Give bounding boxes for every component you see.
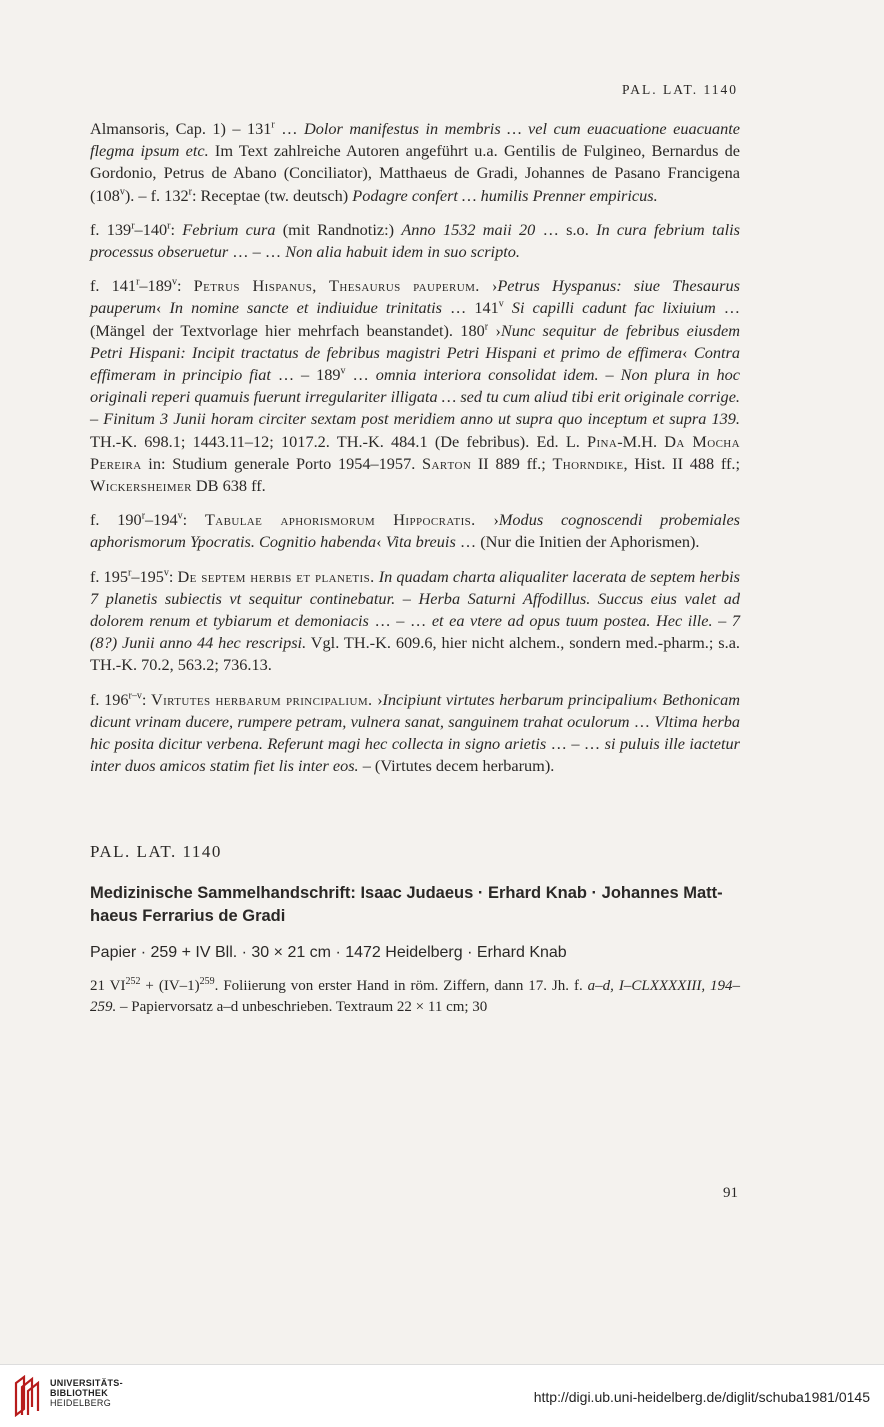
text-run: ‹ [682,342,694,362]
text-run: + (IV–1) [140,977,200,994]
source-url-link[interactable]: http://digi.ub.uni-heidelberg.de/diglit/schuba1981/0145 [533,1389,870,1405]
catalog-entry [90,566,740,677]
text-run: : [141,689,151,709]
text-run: › [479,276,498,296]
catalog-entry [90,509,740,553]
text-run: … [629,711,655,731]
text-run: Pina [587,431,618,451]
text-run: r [136,276,140,288]
text-run: -M.H. [617,431,665,451]
manuscript-title: Medizinische Sammelhandschrift: Isaac Judaeus · Erhard Knab · Johannes Matthaeus Ferrarius de Gradi [90,883,723,925]
text-run: Wickersheimer [90,476,192,496]
text-run: Da Mocha Pereira [90,431,740,473]
text-run: Almansoris, Cap. 1) – 131 [90,119,272,138]
text-run: r [167,220,171,232]
text-run: ‹ [652,689,663,709]
text-run: › [475,510,499,530]
text-run: : Receptae (tw. deutsch) [191,185,353,205]
text-run: : [176,276,194,296]
text-run: –140 [134,219,168,239]
text-run: . Foliierung von erster Hand in röm. Ziffern, dann 17. Jh. f. [214,977,588,994]
text-run: v [119,186,125,198]
text-run: v [163,567,169,579]
text-run: : [170,219,183,239]
text-run: ‹ [376,532,386,552]
text-run: In nomine sancte et indiuidue trinitatis [169,298,443,318]
text-run: Bethonicam dicunt vrinam ducere, rumpere petram, vulnera sanat, sanguinem trahat oculorum [90,689,740,731]
text-run: in: Studium generale Porto 1954–1957. [141,453,423,473]
text-run: f. 195 [90,566,128,586]
text-run: f. 141 [90,276,137,296]
text-run: Non alia habuit idem in suo scripto. [285,242,520,262]
text-run: Modus cognoscendi probemiales aphorismorum Ypocratis. [90,510,741,552]
text-run: Im Text zahlreiche Autoren angeführt u.a. Gentilis de Fulgineo, Bernardus de Gordonio, Petrus de Abano (Conciliator), Matthaeus de Gradi, Johannes de Pasano Francigena (108 [90,141,740,205]
text-run: f. 190 [90,510,142,530]
text-run: : [182,510,205,530]
text-run: r [188,186,192,198]
text-run: 259 [199,975,215,987]
text-run: … – … [546,734,605,754]
text-run: … s.o. [535,219,597,239]
text-run: 252 [125,975,141,987]
collation-paragraph [90,976,740,1018]
text-run: Si capilli cadunt fac lixiuium [511,298,716,318]
text-run: Nunc sequitur de febribus eiusdem Petri Hispani: Incipit tractatus de febribus magistri Petri Hispani et primo de effimera [90,320,741,362]
text-run: TH.-K. 698.1; 1443.11–12; 1017.2. TH.-K. 484.1 (De febribus). Ed. L. [90,431,588,451]
text-run: ‹ [156,298,170,318]
text-run: –194 [145,510,178,530]
text-run: … (Nur die Initien der Aphorismen). [455,532,700,552]
text-run: a–d, I–CLXXXXIII, 194–259. [90,977,741,1015]
text-run: … [345,365,376,385]
text-run: r [141,510,146,522]
text-run: Febrium cura [182,219,276,239]
catalog-entry [90,275,740,497]
text-run: … – … [228,242,286,262]
catalog-entry [90,689,740,778]
text-run: › [488,320,501,340]
text-run: … (Mängel der Textvorlage hier mehrfach beanstandet). 180 [90,298,741,340]
section-title: PAL. LAT. 1140 [90,842,222,862]
entries [90,118,740,777]
text-run: f. 139 [90,219,132,239]
text-run: In cura febrium talis processus obseruetur [90,219,741,262]
text-run: Virtutes herbarum principalium. [150,689,373,709]
text-run: Petrus Hyspanus: siue Thesaurus pauperum [90,276,740,318]
text-run: v [177,510,183,522]
library-logo-icon [10,1375,42,1417]
page-content [90,118,740,1030]
text-run: Cognitio habenda [259,532,377,552]
library-name-line1: UNIVERSITÄTS- [50,1378,123,1388]
text-run: v [340,365,346,377]
text-run: et ea vtere ad opus tuum postea. Hec ille. – 7 (8?) Junii anno 44 hec rescripsi. [90,611,740,653]
text-run: (mit Randnotiz:) [275,219,402,239]
text-run: II 889 ff.; [471,453,553,473]
text-run: v [498,299,504,310]
text-run: Tabulae aphorismorum Hippocratis. [204,510,476,530]
library-name-line2: BIBLIOTHEK [50,1388,108,1398]
text-run: … – … [368,611,432,631]
text-run: Sarton [422,453,472,473]
text-run: – (Virtutes decem herbarum). [358,756,555,776]
text-run: Petrus Hispanus, Thesaurus pauperum. [193,276,480,296]
library-name [50,1378,123,1408]
manuscript-summary: Papier · 259 + IV Bll. · 30 × 21 cm · 1472 Heidelberg · Erhard Knab [90,943,567,961]
text-run: … [274,119,304,138]
text-run: v [171,276,177,288]
text-run: Incipiunt virtutes herbarum principalium [382,689,653,709]
text-run: Podagre confert … humilis Prenner empiricus. [352,185,658,205]
running-head: PAL. LAT. 1140 [621,82,738,97]
text-run: Dolor manifestus in membris … vel cum euacuatione euacuante flegma ipsum etc. [90,119,741,161]
text-run: –189 [139,276,172,296]
text-run: 21 VI [90,977,126,994]
text-run: › [372,689,383,709]
text-run: Vgl. TH.-K. 609.6, hier nicht alchem., sondern med.-pharm.; s.a. TH.-K. 70.2, 563.2; 736.13. [90,633,740,675]
text-run: Thorndike [552,453,624,473]
text-run: , Hist. II 488 ff.; [623,453,740,473]
text-run: r [271,119,275,131]
page-number: 91 [723,1185,738,1201]
text-run: Contra effimeram in principio fiat [90,342,740,385]
text-run: ). – f. 132 [124,185,189,205]
footer-bar [0,1364,884,1427]
text-run: r [127,567,132,579]
catalog-entry [90,219,740,263]
text-run: r–v [128,690,142,702]
text-run [504,298,512,317]
text-run: : [168,566,178,586]
text-run: De septem herbis et planetis. [177,566,375,586]
text-run: DB 638 ff. [191,476,266,496]
text-run: … 141 [442,298,499,318]
text-run: r [484,321,489,333]
text-run: … – 189 [270,365,341,385]
text-run: omnia interiora consolidat idem. – Non plura in hoc originali reperi quamuis fuerunt irregulariter illigata … sed tu cum aliud tibi erit originale corrige. – Finitum 3 Junii horam circiter sextam post meridiem anno ut supra quo inceptum et supra 139. [90,365,741,429]
library-name-line3: HEIDELBERG [50,1398,112,1408]
text-run: –195 [131,566,164,586]
catalog-entry [90,118,740,207]
text-run: – Papiervorsatz a–d unbeschrieben. Textraum 22 × 11 cm; 30 [116,998,488,1015]
text-run: si puluis ille iactetur inter duos amicos statim fiet lis inter eos. [90,734,741,776]
text-run: f. 196 [90,689,129,709]
text-run: Vita breuis [385,532,456,552]
text-run: Vltima herba hic posita dicitur verbena. Referunt magi hec collecta in signo arietis [90,711,741,754]
text-run: r [131,220,135,232]
text-run: In quadam charta aliqualiter lacerata de septem herbis 7 planetis subiectis vt sequitur continebatur. – Herba Saturni Affodillus. Succus eius valet ad dolorem renum et tybiarum et demoniacis [90,566,740,631]
text-run: Anno 1532 maii 20 [401,219,536,239]
